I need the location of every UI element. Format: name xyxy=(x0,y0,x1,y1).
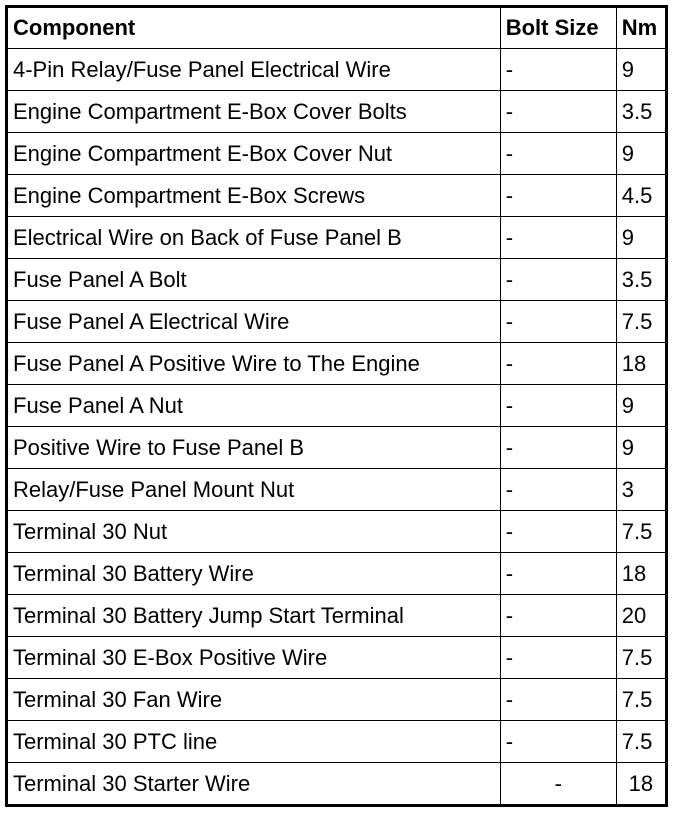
cell-bolt-size: - xyxy=(500,217,616,259)
cell-bolt-size: - xyxy=(500,259,616,301)
table-row xyxy=(7,91,667,133)
cell-nm: 7.5 xyxy=(616,511,666,553)
table-row xyxy=(7,679,667,721)
cell-component: 4-Pin Relay/Fuse Panel Electrical Wire xyxy=(7,49,501,91)
table-row xyxy=(7,427,667,469)
cell-nm: 3 xyxy=(616,469,666,511)
cell-nm: 9 xyxy=(616,385,666,427)
cell-component: Terminal 30 Fan Wire xyxy=(7,679,501,721)
cell-nm: 7.5 xyxy=(616,721,666,763)
cell-bolt-size: - xyxy=(500,595,616,637)
cell-bolt-size: - xyxy=(500,49,616,91)
cell-component: Engine Compartment E-Box Cover Nut xyxy=(7,133,501,175)
cell-nm: 9 xyxy=(616,217,666,259)
cell-bolt-size: - xyxy=(500,511,616,553)
table-row xyxy=(7,49,667,91)
cell-bolt-size: - xyxy=(500,469,616,511)
cell-nm: 3.5 xyxy=(616,259,666,301)
cell-bolt-size: - xyxy=(500,637,616,679)
table-row xyxy=(7,175,667,217)
torque-spec-table xyxy=(5,5,668,807)
table-row xyxy=(7,595,667,637)
table-row xyxy=(7,763,667,806)
table-header-row xyxy=(7,7,667,49)
cell-nm: 3.5 xyxy=(616,91,666,133)
cell-component: Terminal 30 Battery Jump Start Terminal xyxy=(7,595,501,637)
cell-component: Positive Wire to Fuse Panel B xyxy=(7,427,501,469)
cell-component: Relay/Fuse Panel Mount Nut xyxy=(7,469,501,511)
cell-bolt-size: - xyxy=(500,91,616,133)
table-row xyxy=(7,259,667,301)
cell-nm: 7.5 xyxy=(616,637,666,679)
cell-nm: 7.5 xyxy=(616,679,666,721)
cell-bolt-size: - xyxy=(500,301,616,343)
table-row xyxy=(7,553,667,595)
table-row xyxy=(7,217,667,259)
table-row xyxy=(7,343,667,385)
table-row xyxy=(7,385,667,427)
cell-nm: 9 xyxy=(616,49,666,91)
cell-component: Terminal 30 E-Box Positive Wire xyxy=(7,637,501,679)
cell-bolt-size: - xyxy=(500,175,616,217)
cell-component: Engine Compartment E-Box Cover Bolts xyxy=(7,91,501,133)
cell-bolt-size: - xyxy=(500,385,616,427)
cell-nm: 20 xyxy=(616,595,666,637)
table-body xyxy=(7,49,667,806)
cell-bolt-size: - xyxy=(500,343,616,385)
cell-bolt-size: - xyxy=(500,553,616,595)
cell-component: Terminal 30 PTC line xyxy=(7,721,501,763)
cell-nm: 9 xyxy=(616,133,666,175)
cell-bolt-size: - xyxy=(500,427,616,469)
cell-component: Fuse Panel A Nut xyxy=(7,385,501,427)
table-row xyxy=(7,133,667,175)
column-header-nm: Nm xyxy=(616,7,666,49)
cell-bolt-size: - xyxy=(500,763,616,806)
cell-nm: 4.5 xyxy=(616,175,666,217)
table-row xyxy=(7,301,667,343)
column-header-bolt-size: Bolt Size xyxy=(500,7,616,49)
cell-component: Fuse Panel A Bolt xyxy=(7,259,501,301)
table-row xyxy=(7,637,667,679)
cell-nm: 7.5 xyxy=(616,301,666,343)
cell-component: Engine Compartment E-Box Screws xyxy=(7,175,501,217)
cell-nm: 18 xyxy=(616,763,666,806)
cell-component: Fuse Panel A Electrical Wire xyxy=(7,301,501,343)
cell-component: Terminal 30 Nut xyxy=(7,511,501,553)
cell-component: Terminal 30 Starter Wire xyxy=(7,763,501,806)
column-header-component: Component xyxy=(7,7,501,49)
table-row xyxy=(7,511,667,553)
cell-nm: 9 xyxy=(616,427,666,469)
cell-component: Fuse Panel A Positive Wire to The Engine xyxy=(7,343,501,385)
cell-bolt-size: - xyxy=(500,133,616,175)
table-row xyxy=(7,469,667,511)
cell-bolt-size: - xyxy=(500,721,616,763)
cell-bolt-size: - xyxy=(500,679,616,721)
table-row xyxy=(7,721,667,763)
cell-nm: 18 xyxy=(616,343,666,385)
cell-component: Electrical Wire on Back of Fuse Panel B xyxy=(7,217,501,259)
cell-component: Terminal 30 Battery Wire xyxy=(7,553,501,595)
cell-nm: 18 xyxy=(616,553,666,595)
